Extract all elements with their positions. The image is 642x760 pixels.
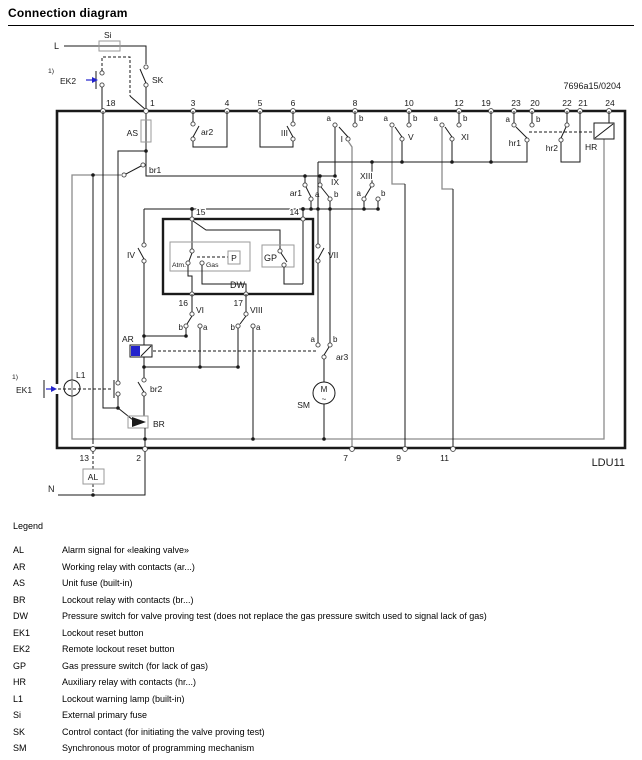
terminal-4: 4 [224, 98, 230, 108]
terminal-20: 20 [530, 98, 540, 108]
legend-row [13, 724, 642, 741]
atm-label: Atm. [172, 262, 186, 269]
terminal-7: 7 [343, 453, 348, 463]
br2-label: br2 [150, 384, 163, 394]
terminal-24: 24 [605, 98, 615, 108]
legend-desc: Synchronous motor of programming mechanism [62, 743, 255, 753]
p-label: P [231, 253, 237, 263]
ar1-contact [290, 174, 320, 209]
legend-desc: Remote lockout reset button [62, 644, 175, 654]
page-header [0, 0, 642, 26]
ar3-a: a [310, 335, 315, 344]
sm-ac: ~ [321, 395, 327, 404]
legend-row [13, 707, 642, 724]
legend-row [13, 691, 642, 708]
xiii-label: XIII [360, 171, 373, 181]
legend-abbr: EK2 [13, 644, 31, 654]
legend-desc: External primary fuse [62, 710, 148, 720]
legend-heading: Legend [13, 521, 44, 531]
ar1-a: a [315, 190, 320, 199]
unit-label: LDU11 [591, 457, 625, 469]
terminal-8: 8 [352, 98, 358, 108]
ek2-label: EK2 [60, 76, 77, 86]
terminal-9: 9 [396, 453, 401, 463]
dw-label: DW [230, 280, 245, 290]
ix-label: IX [331, 177, 340, 187]
contact-v-b: b [413, 114, 418, 123]
node-line-15-14 [144, 207, 380, 217]
legend-abbr: HR [13, 677, 26, 687]
vi-label: VI [196, 305, 205, 315]
legend-row [13, 658, 642, 675]
legend-row [13, 608, 642, 625]
legend-abbr: L1 [13, 693, 24, 704]
ek1-footnote: 1) [12, 374, 19, 381]
br1-label: br1 [149, 165, 162, 175]
contact-i-b: b [359, 114, 364, 123]
legend-abbr: SK [13, 726, 26, 737]
legend-desc: Unit fuse (built-in) [62, 578, 133, 588]
terminal-14: 14 [289, 207, 299, 217]
legend-row [13, 641, 642, 658]
si-label: Si [104, 30, 112, 40]
legend-abbr: AL [13, 545, 25, 555]
legend-row [13, 740, 642, 757]
hr1-contact [506, 111, 541, 148]
legend-desc: Control contact (for initiating the valve proving test) [62, 726, 265, 737]
legend-desc: Alarm signal for «leaking valve» [62, 545, 190, 555]
br-label: BR [153, 419, 165, 429]
hr2-label: hr2 [545, 143, 558, 153]
terminal-2: 2 [136, 453, 141, 463]
terminal-5: 5 [257, 98, 263, 108]
legend-desc: Lockout relay with contacts (br...) [62, 594, 194, 605]
ar1-label: ar1 [289, 188, 302, 198]
iv-label: IV [126, 250, 135, 260]
br1-contact [126, 166, 141, 174]
legend-abbr: AS [13, 578, 26, 588]
ek2-footnote: 1) [48, 68, 55, 75]
viii-a: a [256, 323, 261, 332]
br-relay [128, 378, 165, 439]
legend-row [13, 625, 642, 642]
ar2-contact [191, 111, 227, 147]
legend-abbr: Si [13, 710, 22, 720]
ek2-arrow-icon [92, 77, 98, 83]
legend-row [13, 575, 642, 592]
legend-desc: Lockout reset button [62, 627, 144, 638]
ek1-arrow-icon [51, 386, 57, 392]
vii-label: VII [328, 250, 339, 260]
terminal-13: 13 [79, 453, 89, 463]
contact-xi-a: a [433, 114, 438, 123]
sm-m: M [320, 385, 328, 394]
ar-indicator [131, 346, 140, 356]
terminal-12: 12 [454, 98, 464, 108]
legend-abbr: SM [13, 743, 27, 753]
legend-desc: Auxiliary relay with contacts (hr...) [62, 677, 197, 687]
contact-i-label: I [340, 134, 343, 144]
terminal-10: 10 [404, 98, 414, 108]
legend-desc: Working relay with contacts (ar...) [62, 561, 195, 572]
terminal-16: 16 [178, 298, 188, 308]
hr-label: HR [585, 142, 598, 152]
as-label: AS [126, 128, 138, 138]
ek1-label: EK1 [16, 385, 33, 395]
legend-abbr: AR [13, 561, 26, 572]
sk-contact [140, 69, 146, 83]
sk-label: SK [152, 75, 164, 85]
sm-label: SM [297, 400, 310, 410]
terminal-21: 21 [578, 98, 588, 108]
contact-i-a: a [326, 114, 331, 123]
terminal-17: 17 [233, 298, 243, 308]
legend-row [13, 674, 642, 691]
al-label: AL [87, 472, 99, 482]
ar3-label: ar3 [336, 352, 349, 362]
hr-relay [529, 111, 614, 152]
terminal-6: 6 [290, 98, 296, 108]
hr2-contact [546, 111, 580, 162]
legend-abbr: DW [13, 611, 28, 621]
terminal-18: 18 [106, 98, 116, 108]
ar2-label: ar2 [201, 127, 214, 137]
hr1-label: hr1 [508, 138, 521, 148]
gas-label: Gas [206, 262, 219, 269]
br-arrow-icon [132, 417, 146, 427]
neutral-label: N [48, 484, 55, 494]
legend-desc: Pressure switch for valve proving test (does not replace the gas pressure switch used to signal lack of gas) [62, 611, 487, 621]
br2-contact [138, 382, 144, 392]
contact-iii [260, 111, 295, 147]
viii-b: b [230, 323, 235, 332]
dw-box [163, 209, 313, 308]
legend-abbr: EK1 [13, 627, 31, 638]
hr1-a: a [505, 115, 510, 124]
legend-desc: Gas pressure switch (for lack of gas) [62, 660, 209, 671]
terminal-3: 3 [190, 98, 196, 108]
contact-xi-label: XI [461, 132, 470, 142]
terminal-1: 1 [150, 98, 155, 108]
line-label: L [54, 41, 60, 51]
iii-label: III [280, 128, 288, 138]
l1-label: L1 [76, 370, 86, 380]
contact-iv [127, 209, 146, 336]
terminal-11: 11 [440, 453, 449, 463]
legend-row [13, 592, 642, 609]
vi-a: a [203, 323, 208, 332]
vi-b: b [178, 323, 183, 332]
contact-v-label: V [408, 132, 414, 142]
ar3-b: b [333, 335, 338, 344]
xiii-a: a [356, 189, 361, 198]
doc-reference: 7696a15/0204 [563, 81, 621, 91]
legend [0, 521, 642, 757]
sm-motor [297, 359, 335, 441]
page-title: Connection diagram [8, 6, 128, 20]
terminal-23: 23 [511, 98, 521, 108]
legend-row [13, 559, 642, 576]
ar-label: AR [122, 334, 134, 344]
contact-xi-b: b [463, 114, 468, 123]
viii-label: VIII [250, 305, 263, 315]
ix-b: b [334, 190, 339, 199]
legend-abbr: GP [13, 660, 27, 671]
terminal-19: 19 [481, 98, 491, 108]
hr1-b: b [536, 115, 541, 124]
connection-diagram [0, 26, 642, 507]
legend-row [13, 542, 642, 559]
xiii-b: b [381, 189, 386, 198]
terminal-15: 15 [196, 207, 206, 217]
contact-v-a: a [383, 114, 388, 123]
gp-label: GP [264, 253, 278, 263]
terminal-22: 22 [562, 98, 572, 108]
contact-xiii [357, 162, 386, 209]
legend-desc: Lockout warning lamp (built-in) [62, 693, 185, 704]
ar-relay [122, 334, 316, 379]
legend-abbr: BR [13, 594, 26, 605]
